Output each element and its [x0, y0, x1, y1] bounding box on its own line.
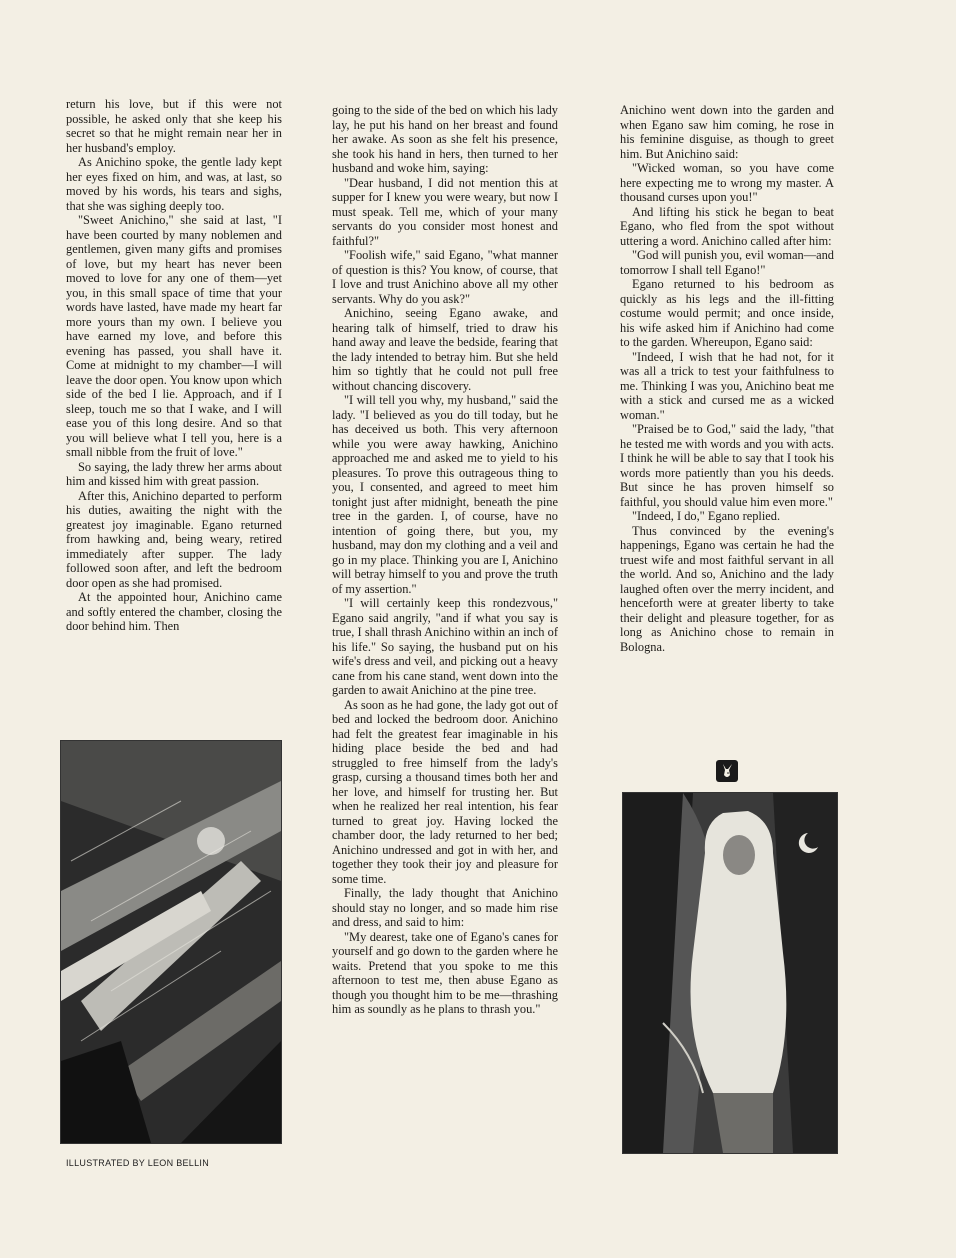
text-column-1 [66, 97, 282, 634]
paragraph: And lifting his stick he began to beat Egano, who fled from the spot without uttering a word. Anichino called after him: [620, 204, 834, 248]
rabbit-head-icon [716, 760, 738, 782]
paragraph: As soon as he had gone, the lady got out of bed and locked the bedroom door. Anichino had felt the greatest fear imaginable in his hiding place beside the bed and had struggled to free himself from the lady's grasp, cursing a thousand times both her and her love, and himself for trusting her. But when he realized her real intention, his fear turned to great joy. Having locked the chamber door, the lady returned to her bed; Anichino undressed and got in with her, and together they took their joy and pleasure for some time. [332, 697, 558, 886]
paragraph: "Indeed, I do," Egano replied. [632, 509, 781, 523]
paragraph: going to the side of the bed on which his lady lay, he put his hand on her breast and found her awake. As soon as she felt his presence, she took his hand in hers, then turned to her husband and woke him, saying: [332, 103, 558, 175]
paragraph: As Anichino spoke, the gentle lady kept her eyes fixed on him, and was, at last, so moved by his words, his tears and sighs, that she was sighing deeply too. [66, 155, 282, 213]
paragraph: "I will certainly keep this rondezvous," Egano said angrily, "and if what you say is true, I shall thrash Anichino within an inch of his life." So saying, the husband put on his wife's dress and veil, and picking out a heavy cane from his cane stand, went down into the garden to await Anichino at the pine tree. [332, 596, 558, 697]
text-column-3 [620, 103, 834, 654]
paragraph: So saying, the lady threw her arms about him and kissed him with great passion. [66, 459, 282, 488]
paragraph: Anichino, seeing Egano awake, and hearing talk of himself, tried to draw his hand away and leave the bedside, fearing that the lady intended to betray him. But she held him so tightly that he could not pull free without chancing discovery. [332, 306, 558, 393]
paragraph: "Wicked woman, so you have come here expecting me to wrong my master. A thousand curses upon you!" [620, 161, 834, 204]
paragraph: return his love, but if this were not possible, he asked only that she keep his secret so that he might remain near her in her husband's employ. [66, 97, 282, 155]
paragraph: "I will tell you why, my husband," said the lady. "I believed as you do till today, but he has deceived us both. This very afternoon while you were away hawking, Anichino approached me and asked me to yield to his pleasures. To prove this outrageous thing to you, I consented, and agreed to meet him tonight just after midnight, beneath the pine tree in the garden. I, of course, have no intention of going there, but you, my husband, may don my clothing and a veil and go in my place. Thinking you are I, Anichino will betray himself to you and prove the truth of my assertion." [332, 393, 558, 596]
illustration-credit: ILLUSTRATED BY LEON BELLIN [66, 1158, 210, 1168]
text-column-2 [332, 103, 558, 1017]
paragraph: After this, Anichino departed to perform his duties, awaiting the night with the greatest joy imaginable. Egano returned from hawking and, being weary, retired immediately after supper. The lady followed soon after, and left the bedroom door open as she had promised. [66, 488, 282, 590]
paragraph: "Sweet Anichino," she said at last, "I have been courted by many noblemen and gentlemen, given many gifts and promises of love, but my heart has never been moved to love for any one of them—yet you, in this small space of time that your words have lasted, have made my heart far more yours than my own. I believe you have earned my love, and before this evening has passed, you shall have it. Come at midnight to my chamber—I will leave the door open. You know upon which side of the bed I lie. Approach, and if I sleep, touch me so that I wake, and I will ease you of this long desire. And so that you will believe what I tell you, here is a small nibble from the fruit of love." [66, 213, 282, 459]
paragraph: Anichino went down into the garden and when Egano saw him coming, he rose in his feminine disguise, as though to greet him. But Anichino said: [620, 103, 834, 161]
paragraph: "God will punish you, evil woman—and tomorrow I shall tell Egano!" [620, 248, 834, 277]
paragraph: At the appointed hour, Anichino came and softly entered the chamber, closing the door behind him. Then [66, 590, 282, 633]
paragraph: "Foolish wife," said Egano, "what manner of question is this? You know, of course, that I love and trust Anichino above all my other servants. Why do you ask?" [332, 248, 558, 306]
paragraph: "Indeed, I wish that he had not, for it was all a trick to test your faithfulness to me. Thinking I was you, Anichino beat me with a stick and cursed me as a wicked woman." [620, 349, 834, 422]
paragraph: "My dearest, take one of Egano's canes for yourself and go down to the garden where he waits. Pretend that you spoke to me this afternoon to test me, then abuse Egano as though you thought him to be me—thrashing him as soundly as he plans to thrash you." [332, 929, 558, 1016]
illustration-garden [60, 740, 282, 1144]
paragraph: "Dear husband, I did not mention this at supper for I knew you were weary, but now I must speak. Tell me, which of your many servants do you consider most honest and faithful?" [332, 175, 558, 248]
paragraph: Finally, the lady thought that Anichino should stay no longer, and so made him rise and dress, and said to him: [332, 886, 558, 929]
paragraph: Egano returned to his bedroom as quickly as his legs and the ill-fitting costume would permit; and once inside, his wife asked him if Anichino had come to the garden. Whereupon, Egano said: [620, 277, 834, 349]
illustration-veiled-figure [622, 792, 838, 1154]
paragraph: "Praised be to God," said the lady, "that he tested me with words and you with acts. I think he will be able to say that I took his words more patiently than you his deeds. But since he has proven himself so faithful, you should value him even more." [620, 422, 834, 509]
paragraph: Thus convinced by the evening's happenings, Egano was certain he had the truest wife and most faithful servant in all the world. And so, Anichino and the lady laughed often over the merry incident, and henceforth were at greater liberty to take their delight and pleasure together, for as long as Anichino chose to remain in Bologna. [620, 523, 834, 654]
